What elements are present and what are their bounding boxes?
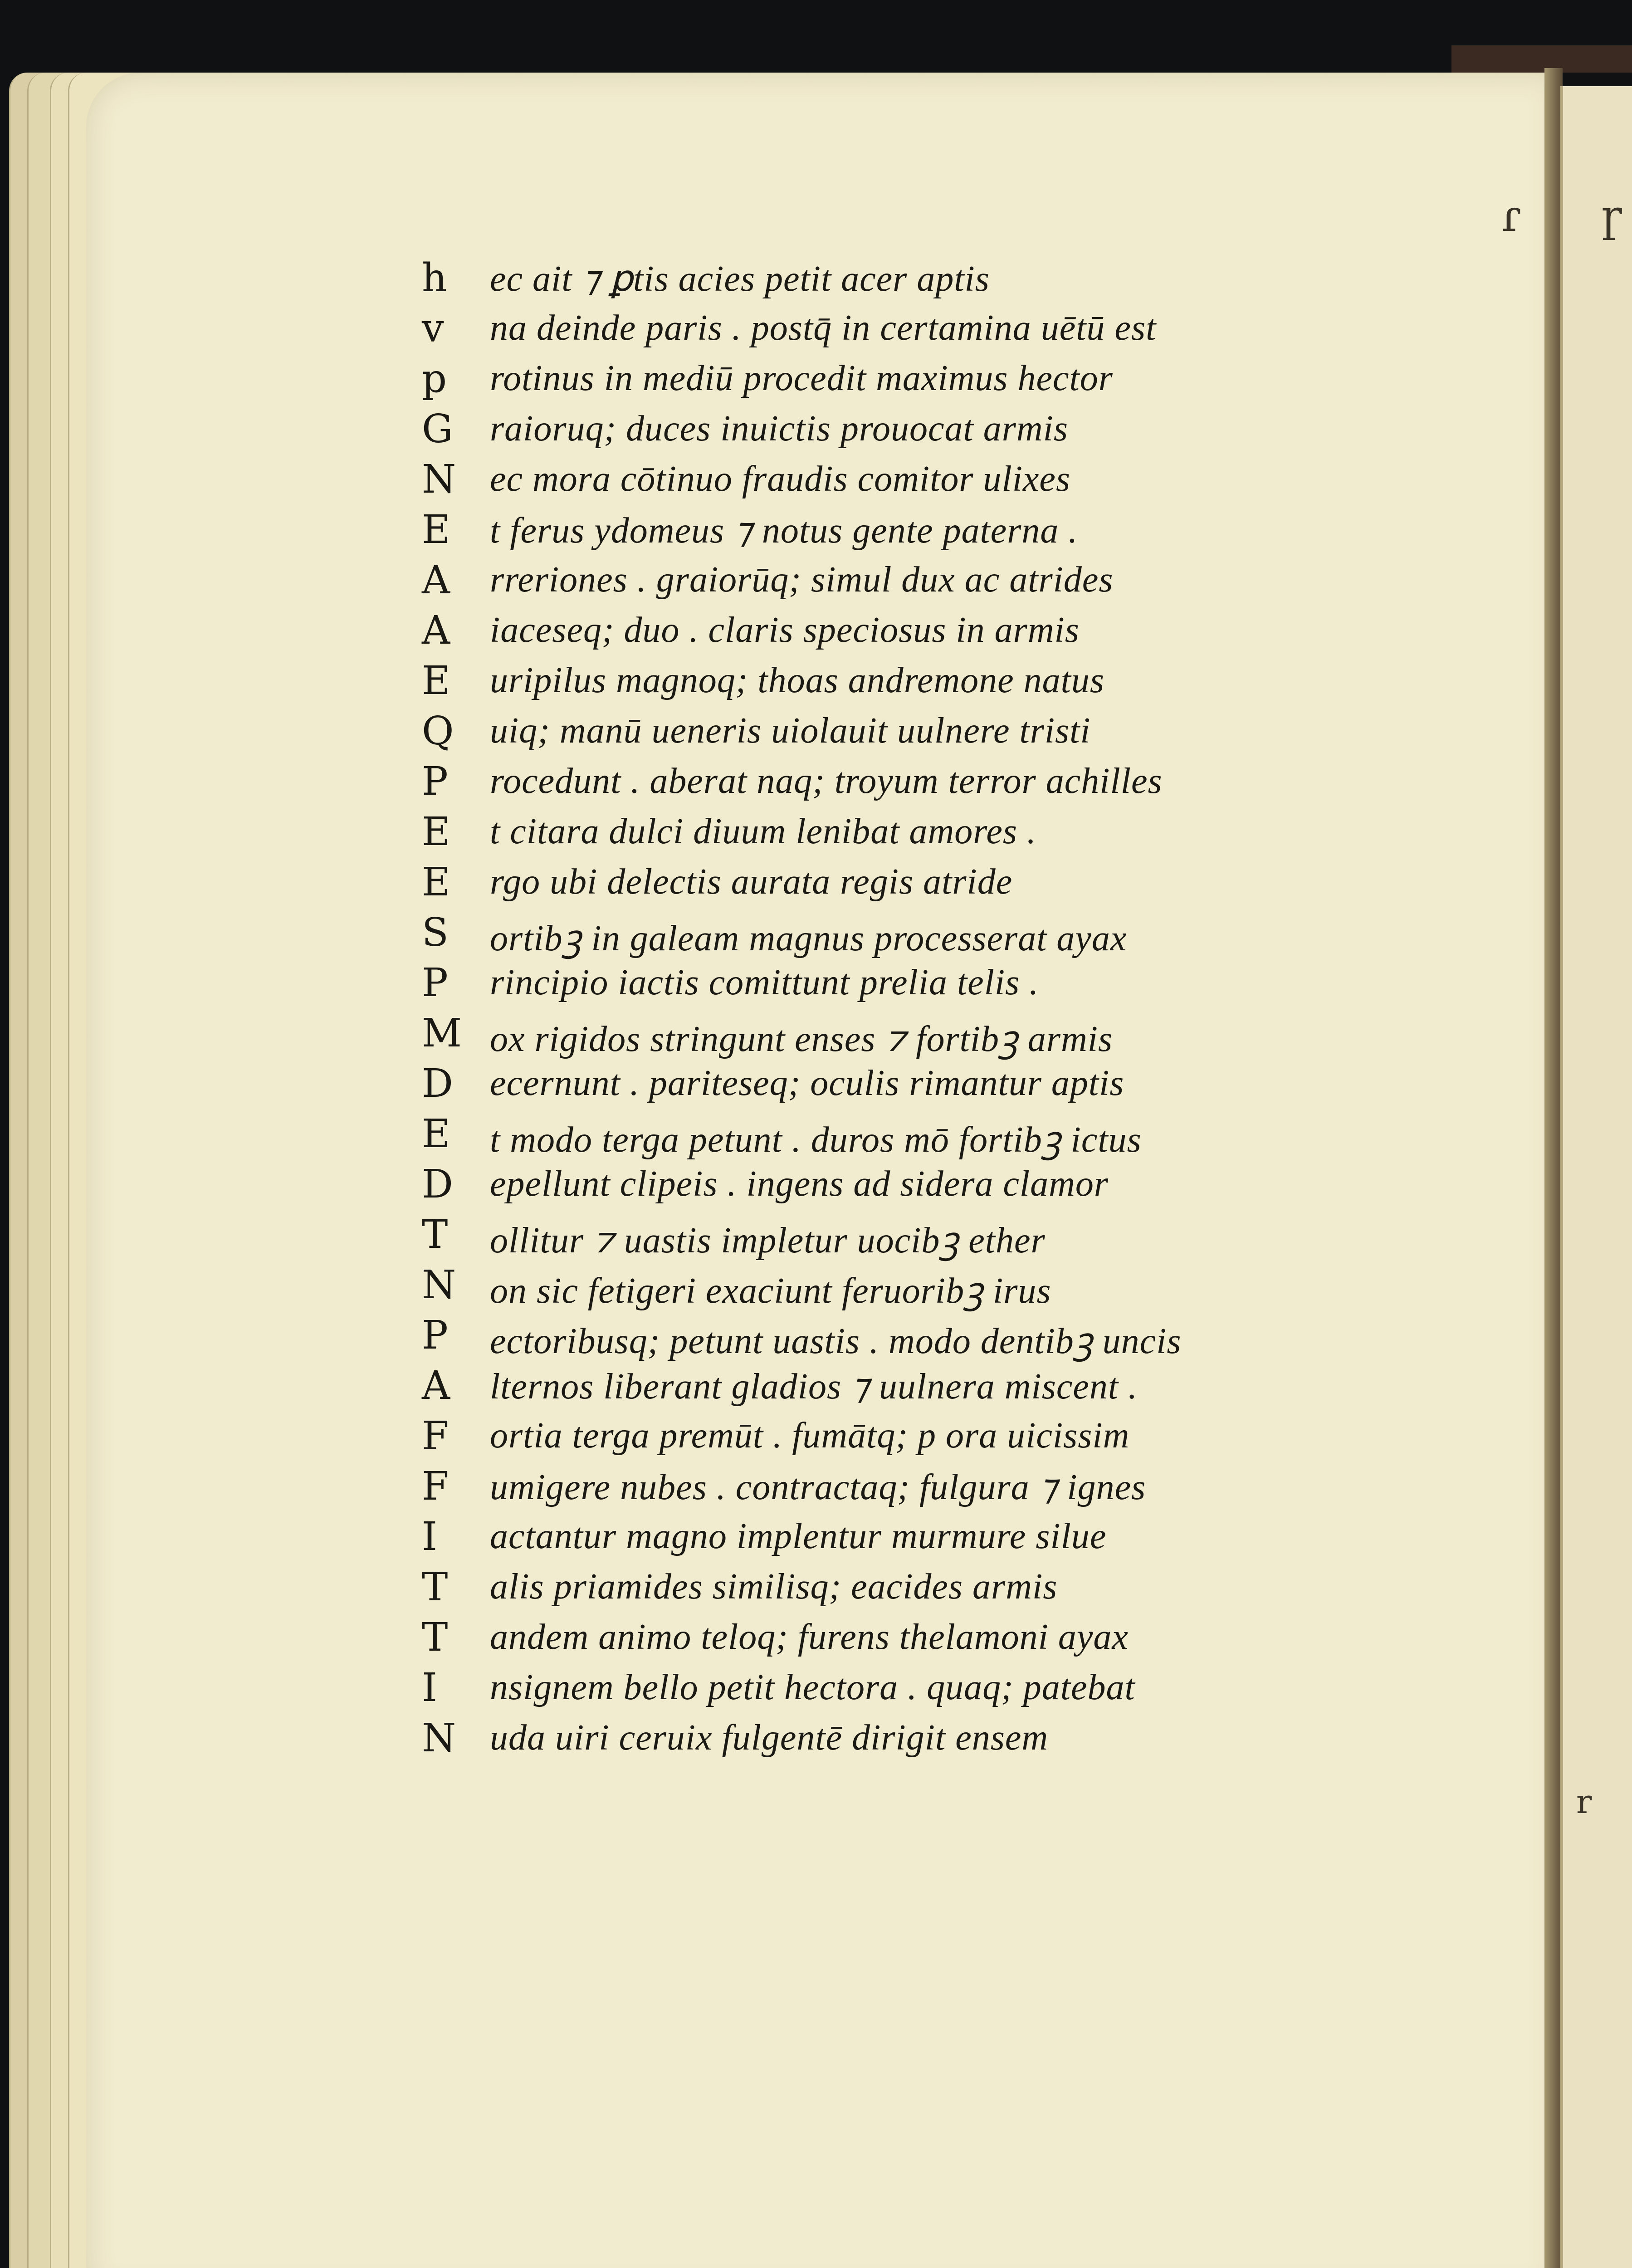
binding-gutter — [1544, 68, 1563, 2268]
verse-initial: T — [422, 1615, 448, 1660]
verse-text: t citara dulci diuum lenibat amores . — [490, 811, 1037, 851]
verse-text: ec mora cōtinuo fraudis comitor ulixes — [490, 459, 1071, 499]
verse-initial: I — [422, 1514, 437, 1559]
verse-line — [422, 1510, 1420, 1561]
verse-initial: h — [422, 255, 447, 301]
verse-line — [422, 806, 1420, 856]
verse-initial: N — [422, 1716, 456, 1761]
verse-line — [422, 1057, 1420, 1108]
verse-text: uiq; manū ueneris uiolauit uulnere tristi — [490, 711, 1091, 751]
verse-line — [422, 352, 1420, 403]
verse-text: rgo ubi delectis aurata regis atride — [490, 862, 1013, 902]
verse-line — [422, 1410, 1420, 1460]
verse-line — [422, 1712, 1420, 1762]
verse-line — [422, 252, 1420, 302]
verse-initial: P — [422, 1313, 448, 1358]
verse-text: t modo terga petunt . duros mō fortibꝫ ictus — [490, 1120, 1142, 1160]
verse-text: umigere nubes . contractaq; fulgura ⁊ ignes — [490, 1467, 1146, 1507]
verse-initial: T — [422, 1212, 448, 1257]
verse-text: lternos liberant gladios ⁊ uulnera miscent . — [490, 1367, 1138, 1407]
verse-text: ectoribusq; petunt uastis . modo dentibꝫ uncis — [490, 1321, 1182, 1361]
verse-initial: D — [422, 1162, 453, 1207]
verse-initial: A — [422, 1363, 450, 1408]
verse-text: ollitur ⁊ uastis impletur uocibꝫ ether — [490, 1221, 1046, 1261]
margin-mark: ɾ — [1501, 191, 1521, 241]
verse-line — [422, 1309, 1420, 1359]
margin-mark: r — [1576, 1783, 1592, 1821]
verse-initial: E — [422, 860, 450, 905]
verse-line — [422, 1561, 1420, 1611]
verse-initial: E — [422, 809, 450, 855]
verse-line — [422, 453, 1420, 503]
verse-text: ox rigidos stringunt enses ⁊ fortibꝫ armis — [490, 1019, 1113, 1059]
verse-initial: A — [422, 608, 450, 653]
verse-line — [422, 604, 1420, 655]
verse-initial: T — [422, 1564, 448, 1610]
verse-text: rreriones . graiorūq; simul dux ac atrides — [490, 560, 1114, 600]
verse-line — [422, 1007, 1420, 1057]
verse-initial: p — [422, 356, 447, 401]
verse-text: ecernunt . pariteseq; oculis rimantur aptis — [490, 1063, 1124, 1103]
verse-text: ortia terga premūt . fumātq; p ora uicissim — [490, 1416, 1130, 1456]
verse-initial: N — [422, 1262, 456, 1308]
verse-initial: M — [422, 1011, 462, 1056]
verse-line — [422, 403, 1420, 453]
verse-initial: A — [422, 557, 450, 603]
verse-text: uripilus magnoq; thoas andremone natus — [490, 660, 1105, 700]
verse-initial: D — [422, 1061, 453, 1106]
verse-line — [422, 755, 1420, 806]
verse-text: andem animo teloq; furens thelamoni ayax — [490, 1617, 1129, 1657]
verse-text: ec ait ⁊ ꝑtis acies petit acer aptis — [490, 259, 990, 299]
verse-initial: E — [422, 658, 450, 704]
verse-line — [422, 1259, 1420, 1309]
verse-line — [422, 1108, 1420, 1158]
verse-initial: N — [422, 457, 456, 502]
verse-initial: S — [422, 910, 449, 955]
binding-strap-top — [1451, 45, 1632, 73]
verse-text: iaceseq; duo . claris speciosus in armis — [490, 610, 1080, 650]
verse-initial: E — [422, 1111, 450, 1157]
verse-line — [422, 554, 1420, 604]
verse-line — [422, 856, 1420, 906]
facing-leaf — [1560, 86, 1632, 2268]
verse-text: ortibꝫ in galeam magnus processerat ayax — [490, 919, 1127, 958]
verse-text: rincipio iactis comittunt prelia telis . — [490, 963, 1039, 1002]
verse-line — [422, 906, 1420, 957]
verse-initial: E — [422, 507, 450, 552]
verse-line — [422, 503, 1420, 554]
verse-line — [422, 957, 1420, 1007]
verse-initial: F — [422, 1413, 449, 1459]
verse-text: na deinde paris . postq̄ in certamina uētū est — [490, 308, 1157, 348]
verse-initial: P — [422, 960, 448, 1006]
verse-text: on sic fetigeri exaciunt feruoribꝫ irus — [490, 1271, 1051, 1311]
verse-line — [422, 655, 1420, 705]
verse-line — [422, 1359, 1420, 1410]
verse-text: alis priamides similisq; eacides armis — [490, 1567, 1058, 1607]
verse-line — [422, 302, 1420, 352]
verse-initial: Q — [422, 709, 454, 754]
verse-text-block — [422, 252, 1420, 1762]
verse-line — [422, 1460, 1420, 1510]
verse-initial: v — [422, 306, 444, 351]
verse-text: raioruq; duces inuictis prouocat armis — [490, 409, 1068, 449]
verse-line — [422, 705, 1420, 755]
verse-line — [422, 1158, 1420, 1208]
verse-line — [422, 1208, 1420, 1259]
margin-mark: ɼ — [1601, 191, 1622, 241]
verse-initial: P — [422, 759, 448, 804]
verse-initial: F — [422, 1464, 449, 1509]
verse-text: epellunt clipeis . ingens ad sidera clamor — [490, 1164, 1109, 1204]
verse-line — [422, 1611, 1420, 1662]
verse-text: actantur magno implentur murmure silue — [490, 1516, 1107, 1556]
verse-line — [422, 1662, 1420, 1712]
verse-text: t ferus ydomeus ⁊ notus gente paterna . — [490, 511, 1078, 551]
verse-text: rotinus in mediū procedit maximus hector — [490, 358, 1113, 398]
verse-initial: G — [422, 406, 453, 452]
verse-initial: I — [422, 1665, 437, 1711]
verse-text: rocedunt . aberat naq; troyum terror achilles — [490, 761, 1163, 801]
verse-text: uda uiri ceruix fulgentē dirigit ensem — [490, 1718, 1049, 1758]
verse-text: nsignem bello petit hectora . quaq; patebat — [490, 1667, 1135, 1707]
